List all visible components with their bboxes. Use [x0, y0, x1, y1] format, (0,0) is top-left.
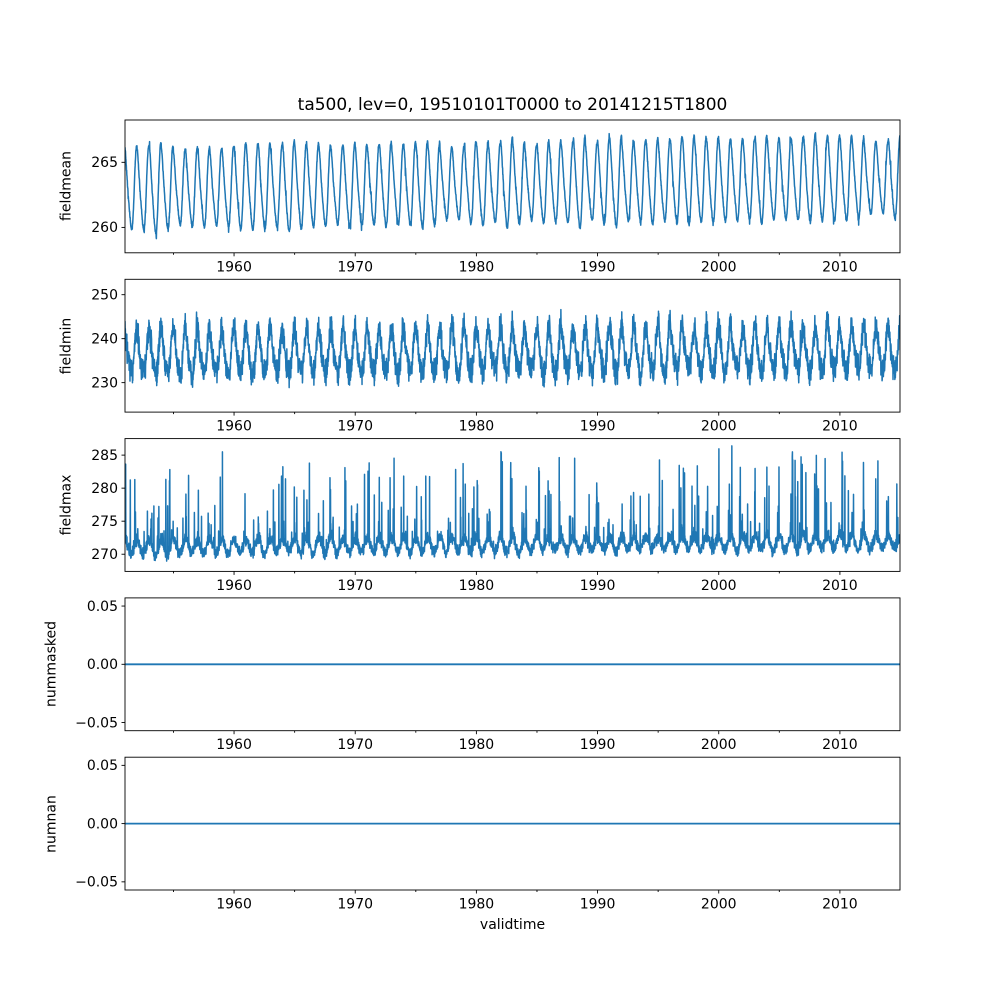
- x-tick-label: 1960: [216, 259, 252, 276]
- y-axis-label-fieldmax: fieldmax: [58, 474, 74, 536]
- x-tick-label: 2010: [822, 737, 858, 754]
- x-tick-label: 2000: [700, 577, 737, 594]
- x-tick-label: 1960: [216, 737, 252, 754]
- x-tick-label: 1970: [337, 259, 374, 276]
- x-tick-label: 1990: [579, 259, 616, 276]
- y-tick-label: 0.00: [86, 816, 118, 833]
- y-tick-label: −0.05: [75, 874, 118, 891]
- series-fieldmin: [125, 310, 900, 388]
- x-tick-label: 1990: [579, 896, 616, 913]
- subplot-numnan: [75, 757, 900, 912]
- axes-frame: [125, 279, 900, 412]
- y-tick-label: 270: [91, 547, 118, 564]
- x-tick-label: 2000: [700, 737, 737, 754]
- y-axis-label-numnan: numnan: [43, 794, 59, 853]
- y-axis-label-nummasked: nummasked: [43, 621, 59, 708]
- y-tick-label: 0.00: [86, 657, 118, 674]
- x-tick-label: 1960: [216, 896, 252, 913]
- x-tick-label: 1960: [216, 418, 252, 435]
- x-tick-label: 2010: [822, 577, 858, 594]
- y-tick-label: 250: [91, 287, 118, 304]
- subplot-nummasked: [75, 598, 900, 753]
- x-tick-label: 2000: [700, 418, 737, 435]
- x-tick-label: 1960: [216, 577, 252, 594]
- x-tick-label: 1980: [458, 259, 495, 276]
- y-tick-label: 280: [91, 480, 118, 497]
- x-axis-label: validtime: [479, 917, 546, 933]
- x-tick-label: 2000: [700, 259, 737, 276]
- figure-title: ta500, lev=0, 19510101T0000 to 20141215T1800: [297, 95, 728, 115]
- y-tick-label: 285: [91, 447, 118, 464]
- x-tick-label: 2010: [822, 259, 858, 276]
- y-tick-label: 275: [91, 513, 118, 530]
- y-tick-label: 240: [91, 331, 118, 348]
- x-tick-label: 1970: [337, 737, 374, 754]
- subplot-fieldmax: [91, 439, 900, 594]
- x-tick-label: 2010: [822, 896, 858, 913]
- subplot-fieldmin: [91, 279, 900, 434]
- x-tick-label: 1980: [458, 577, 495, 594]
- x-tick-label: 1970: [337, 896, 374, 913]
- subplot-fieldmean: [91, 120, 900, 275]
- x-tick-label: 1990: [579, 418, 616, 435]
- series-fieldmax: [125, 446, 900, 561]
- x-tick-label: 1980: [458, 896, 495, 913]
- x-tick-label: 1970: [337, 418, 374, 435]
- y-axis-label-fieldmin: fieldmin: [58, 317, 74, 374]
- x-tick-label: 1990: [579, 737, 616, 754]
- y-tick-label: −0.05: [75, 715, 118, 732]
- x-tick-label: 1990: [579, 577, 616, 594]
- y-tick-label: 260: [91, 220, 118, 237]
- y-axis-label-fieldmean: fieldmean: [58, 151, 74, 222]
- y-tick-label: 0.05: [86, 758, 118, 775]
- x-tick-label: 2000: [700, 896, 737, 913]
- x-tick-label: 1980: [458, 418, 495, 435]
- y-tick-label: 265: [91, 155, 118, 172]
- x-tick-label: 1970: [337, 577, 374, 594]
- x-tick-label: 2010: [822, 418, 858, 435]
- y-tick-label: 230: [91, 375, 118, 392]
- x-tick-label: 1980: [458, 737, 495, 754]
- series-fieldmean: [125, 133, 900, 239]
- y-tick-label: 0.05: [86, 598, 118, 615]
